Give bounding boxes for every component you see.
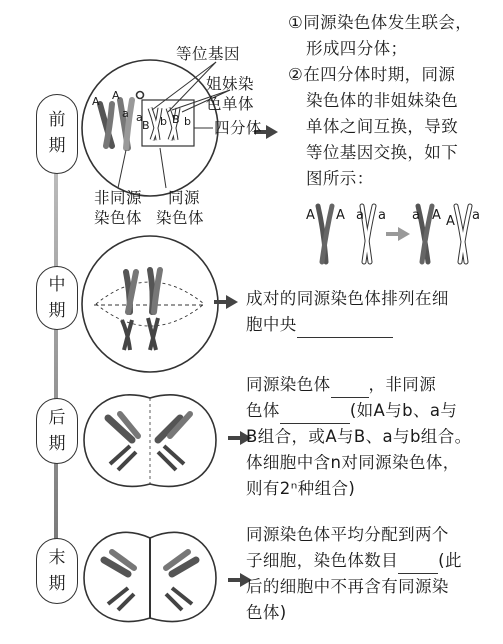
anaphase-text-1a: 同源染色体 — [246, 375, 331, 394]
anaphase-text-1b: ，非同源 — [368, 375, 437, 394]
gene-a-right: a — [136, 111, 144, 124]
stage-telophase — [36, 538, 78, 604]
label-homologous-1: 同源 — [168, 189, 201, 207]
label-allele: 等位基因 — [176, 45, 241, 63]
telophase-text-4: 色体) — [246, 603, 287, 622]
stage-metaphase-label: 中期 — [48, 275, 66, 321]
telophase-text-2 — [246, 548, 462, 574]
gene-A-right: A — [112, 89, 121, 102]
metaphase-cell — [82, 236, 218, 372]
stage-prophase-label: 前期 — [48, 110, 66, 156]
co-gene-a3: a — [412, 208, 421, 223]
gene-A-left: A — [92, 95, 101, 108]
telophase-text-2b: (此 — [438, 551, 462, 570]
label-homologous-2: 染色体 — [156, 209, 205, 227]
gene-a-left: a — [122, 107, 130, 120]
anaphase-text-3: B组合，或A与B、a与b组合。 — [246, 427, 472, 446]
metaphase-text-2 — [246, 312, 393, 338]
label-sister-2: 色单体 — [206, 95, 255, 113]
stage-prophase — [36, 94, 78, 174]
co-gene-a2: a — [378, 208, 387, 223]
prophase-note-3: ②在四分体时期，同源 — [288, 65, 456, 84]
metaphase-text-1: 成对的同源染色体排列在细 — [246, 289, 449, 308]
anaphase-text-1 — [246, 372, 436, 398]
anaphase-text-2 — [246, 398, 457, 424]
co-gene-A4: A — [446, 214, 456, 229]
metaphase-blank — [297, 319, 393, 338]
stage-anaphase-label: 后期 — [48, 408, 66, 454]
gene-B-right: B — [172, 113, 181, 126]
anaphase-text-5: 则有2ⁿ种组合) — [246, 479, 356, 498]
telophase-text-3: 后的细胞中不再含有同源染 — [246, 577, 449, 596]
prophase-note-2: 形成四分体； — [306, 39, 408, 58]
co-gene-A1: A — [306, 208, 316, 223]
telophase-text-1: 同源染色体平均分配到两个 — [246, 525, 449, 544]
telophase-text-2a: 子细胞，染色体数目 — [246, 551, 399, 570]
anaphase-text-4: 体细胞中含n对同源染色体， — [246, 453, 460, 472]
co-gene-A2: A — [336, 208, 346, 223]
co-gene-A3: A — [432, 208, 442, 223]
label-tetrad: 四分体 — [214, 119, 263, 137]
stage-metaphase — [36, 266, 78, 330]
stage-anaphase — [36, 398, 78, 464]
stage-telophase-label: 末期 — [48, 548, 66, 594]
co-gene-a4: a — [472, 208, 481, 223]
gene-b-right: b — [184, 115, 192, 128]
prophase-note-5: 单体之间互换，导致 — [306, 117, 459, 136]
telophase-blank — [398, 555, 438, 574]
anaphase-text-2b: (如A与b、a与 — [349, 401, 458, 420]
prophase-note-1: ①同源染色体发生联会， — [288, 13, 473, 32]
co-gene-a1: a — [356, 208, 365, 223]
gene-b-left: b — [160, 115, 168, 128]
label-nonhomologous-1: 非同源 — [94, 189, 143, 207]
label-sister-1: 姐妹染 — [206, 75, 255, 93]
crossing-over-arrow — [386, 227, 410, 241]
prophase-note-6: 等位基因交换，如下 — [306, 143, 459, 162]
gene-B-left: B — [142, 119, 151, 132]
anaphase-cell — [84, 395, 216, 487]
prophase-note-4: 染色体的非姐妹染色 — [306, 91, 459, 110]
metaphase-text-2-label: 胞中央 — [246, 315, 297, 334]
anaphase-blank-2 — [280, 405, 350, 424]
anaphase-text-2a: 色体 — [246, 401, 280, 420]
label-nonhomologous-2: 染色体 — [94, 209, 143, 227]
telophase-cell — [84, 532, 216, 621]
stage-connector-line — [54, 170, 58, 560]
anaphase-blank-1 — [331, 379, 369, 398]
prophase-note-7: 图所示： — [306, 169, 374, 188]
